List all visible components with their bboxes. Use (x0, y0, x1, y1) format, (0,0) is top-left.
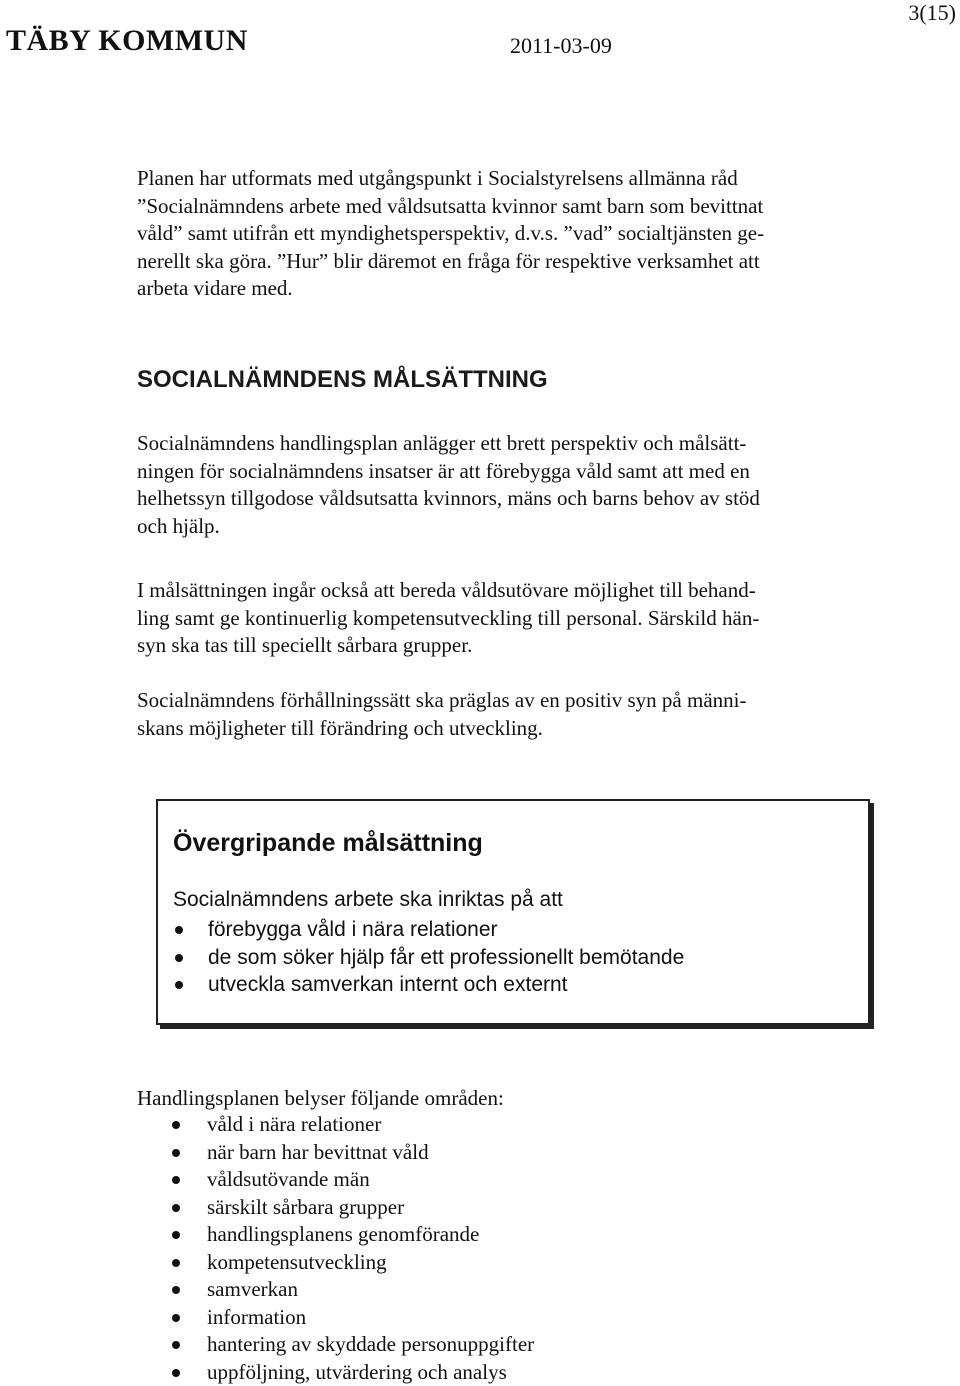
organization-name: TÄBY KOMMUN (6, 24, 248, 57)
bullet-icon (172, 1286, 180, 1294)
paragraph-line: Socialnämndens förhållningssätt ska präglas av en positiv syn på männi- (137, 688, 747, 712)
intro-line: nerellt ska göra. ”Hur” blir däremot en fråga för respektive verksamhet att (137, 248, 760, 273)
intro-line: våld” samt utifrån ett myndighetsperspektiv, d.v.s. ”vad” socialtjänsten ge- (137, 221, 765, 245)
area-item-text: hantering av skyddade personuppgifter (207, 1332, 535, 1356)
area-item-text: kompetensutveckling (207, 1249, 387, 1274)
paragraph-line: Socialnämndens handlingsplan anlägger ett brett perspektiv och målsätt- (137, 431, 747, 455)
area-item-text: information (207, 1304, 307, 1329)
area-item-text: våld i nära relationer (207, 1112, 382, 1136)
bullet-icon (172, 1231, 180, 1239)
bullet-icon (172, 1259, 180, 1267)
area-item-text: när barn har bevittnat våld (207, 1139, 429, 1164)
intro-paragraph (137, 165, 849, 303)
intro-line: ”Socialnämndens arbete med våldsutsatta kvinnor samt barn som bevittnat (137, 193, 764, 218)
intro-line: arbeta vidare med. (137, 276, 293, 300)
area-item-text: särskilt sårbara grupper (207, 1194, 405, 1219)
goal-paragraph-3 (137, 687, 849, 742)
area-item-text: uppföljning, utvärdering och analys (207, 1359, 507, 1384)
paragraph-line: I målsättningen ingår också att bereda våldsutövare möjlighet till behand- (137, 578, 756, 602)
bullet-icon (172, 1149, 180, 1157)
paragraph-line: helhetssyn tillgodose våldsutsatta kvinnors, mäns och barns behov av stöd (137, 486, 760, 510)
goal-paragraph-2 (137, 577, 849, 660)
goal-box-title: Övergripande målsättning (173, 829, 483, 857)
goal-item-text: de som söker hjälp får ett professionellt bemötande (208, 945, 685, 969)
page-number: 3(15) (908, 0, 956, 25)
paragraph-line: skans möjligheter till förändring och utveckling. (137, 715, 543, 740)
areas-intro: Handlingsplanen belyser följande områden: (137, 1086, 504, 1110)
bullet-icon (175, 981, 183, 989)
document-date: 2011-03-09 (510, 33, 612, 58)
paragraph-line: ningen för socialnämndens insatser är att förebygga våld samt att med en (137, 458, 750, 483)
bullet-icon (172, 1369, 180, 1377)
paragraph-line: syn ska tas till speciellt sårbara grupper. (137, 633, 473, 657)
bullet-icon (172, 1314, 180, 1322)
bullet-icon (172, 1176, 180, 1184)
intro-line: Planen har utformats med utgångspunkt i Socialstyrelsens allmänna råd (137, 166, 738, 190)
area-item-text: samverkan (207, 1277, 298, 1301)
paragraph-line: och hjälp. (137, 513, 220, 538)
overall-goal-box (156, 799, 870, 1025)
area-item-text: våldsutövande män (207, 1167, 370, 1191)
bullet-icon (175, 926, 183, 934)
bullet-icon (172, 1341, 180, 1349)
goal-box-intro: Socialnämndens arbete ska inriktas på att (173, 888, 563, 911)
bullet-icon (172, 1121, 180, 1129)
area-item-text: handlingsplanens genomförande (207, 1222, 480, 1246)
goal-item-text: utveckla samverkan internt och externt (208, 973, 568, 996)
section-heading: SOCIALNÄMNDENS MÅLSÄTTNING (137, 366, 548, 393)
paragraph-line: ling samt ge kontinuerlig kompetensutveckling till personal. Särskild hän- (137, 605, 760, 630)
bullet-icon (175, 954, 183, 962)
bullet-icon (172, 1204, 180, 1212)
goal-paragraph-1 (137, 430, 849, 540)
goal-item-text: förebygga våld i nära relationer (208, 918, 498, 941)
